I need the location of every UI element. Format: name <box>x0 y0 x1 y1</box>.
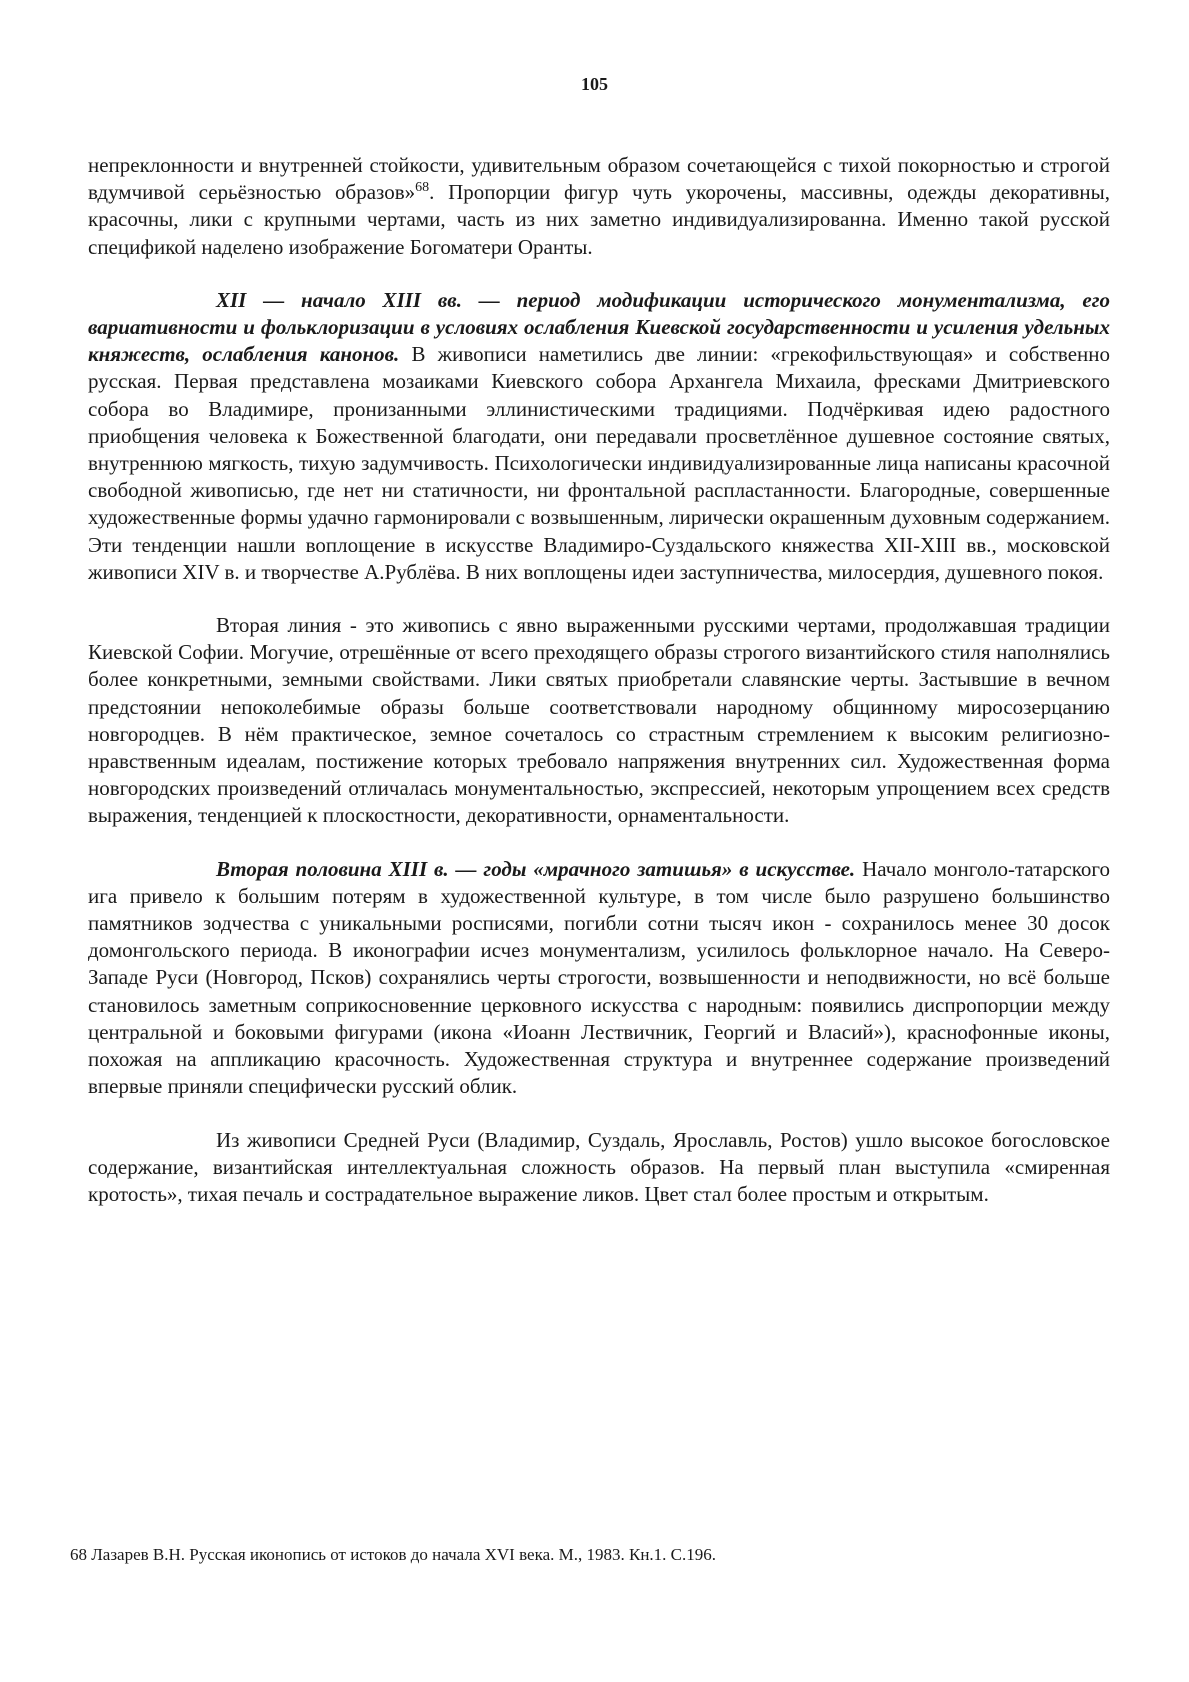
main-text <box>88 152 1110 1208</box>
paragraph-2-text: В живописи наметились две линии: «грекофильствующая» и собственно русская. Первая представлена мозаиками Киевского собора Архангела Михаила, фресками Дмитриевского собора во Владимире, пронизанными эллинистическими традициями. Подчёркивая идею радостного приобщения человека к Божественной благодати, они передавали просветлённое душевное состояние святых, внутреннюю мягкость, тихую задумчивость. Психологически индивидуализированные лица написаны красочной свободной живописью, где нет ни статичности, ни фронтальной распластанности. Благородные, совершенные художественные формы удачно гармонировали с возвышенным, лирически окрашенным духовным содержанием. Эти тенденции нашли воплощение в искусстве Владимиро-Суздальского княжества XII-XIII вв., московской живописи XIV в. и творчестве А.Рублёва. В них воплощены идеи заступничества, милосердия, душевного покоя. <box>88 342 1111 584</box>
paragraph-1-text-start: непреклонности и внутренней стойкости, удивительным образом сочетающейся с тихой покорностью и строгой вдумчивой серьёзностью образов» <box>88 153 1110 205</box>
page-number: 105 <box>581 74 608 94</box>
paragraph-4 <box>88 856 1110 1101</box>
paragraph-3-text: Вторая линия - это живопись с явно выраженными русскими чертами, продолжавшая традиции Киевской Софии. Могучие, отрешённые от всего преходящего образы строгого византийского стиля наполнялись более конкретными, земными свойствами. Лики святых приобретали славянские черты. Застывшие в вечном предстоянии непоколебимые образы больше соответствовали народному общинному миросозерцанию новгородцев. В нём практическое, земное сочеталось со страстным стремлением к высоким религиозно-нравственным идеалам, постижение которых требовало напряжения внутренних сил. Художественная форма новгородских произведений отличалась монументальностью, экспрессией, некоторым упрощением всех средств выражения, тенденцией к плоскостности, декоративности, орнаментальности. <box>88 613 1110 828</box>
footnote-reference: 68 <box>415 180 430 196</box>
paragraph-2 <box>88 287 1110 586</box>
footnote-text: Лазарев В.Н. Русская иконопись от истоков до начала XVI века. М., 1983. Кн.1. С.196. <box>91 1545 717 1564</box>
paragraph-4-text: Начало монголо-татарского ига привело к большим потерям в художественной культуре, в том числе было разрушено большинство памятников зодчества с уникальными росписями, погибли сотни тысяч икон - сохранилось менее 30 досок домонгольского периода. В иконографии исчез монументализм, усилилось фольклорное начало. На Северо-Западе Руси (Новгород, Псков) сохранялись черты строгости, возвышенности и неподвижности, но всё больше становилось заметным соприкосновенние церковного искусства с народным: появились диспропорции между центральной и боковыми фигурами (икона «Иоанн Лествичник, Георгий и Власий»), краснофонные иконы, похожая на аппликацию красочность. Художественная структура и внутреннее содержание произведений впервые приняли специфически русский облик. <box>88 856 1110 1099</box>
paragraph-1 <box>88 152 1110 261</box>
footnote <box>70 1544 1110 1566</box>
section-heading-12-13-century: XII — начало XIII вв. — период модификации исторического монументализма, его вариативности и фольклоризации в условиях ослабления Киевской государственности и усиления удельных княжеств, ослабления канонов. <box>88 287 1110 367</box>
section-heading-second-half-13-century: Вторая половина XIII в. — годы «мрачного затишья» в искусстве. <box>216 856 856 881</box>
paragraph-5-text: Из живописи Средней Руси (Владимир, Суздаль, Ярославль, Ростов) ушло высокое богословское содержание, византийская интеллектуальная сложность образов. На первый план выступила «смиренная кротость», тихая печаль и сострадательное выражение ликов. Цвет стал более простым и открытым. <box>88 1127 1110 1206</box>
paragraph-1-text-end: . Пропорции фигур чуть укорочены, массивны, одежды декоративны, красочны, лики с крупными чертами, часть из них заметно индивидуализированна. Именно такой русской спецификой наделено изображение Богоматери Оранты. <box>88 180 1110 259</box>
footnote-number: 68 <box>70 1545 87 1564</box>
paragraph-5 <box>88 1127 1110 1209</box>
paragraph-3 <box>88 612 1110 830</box>
